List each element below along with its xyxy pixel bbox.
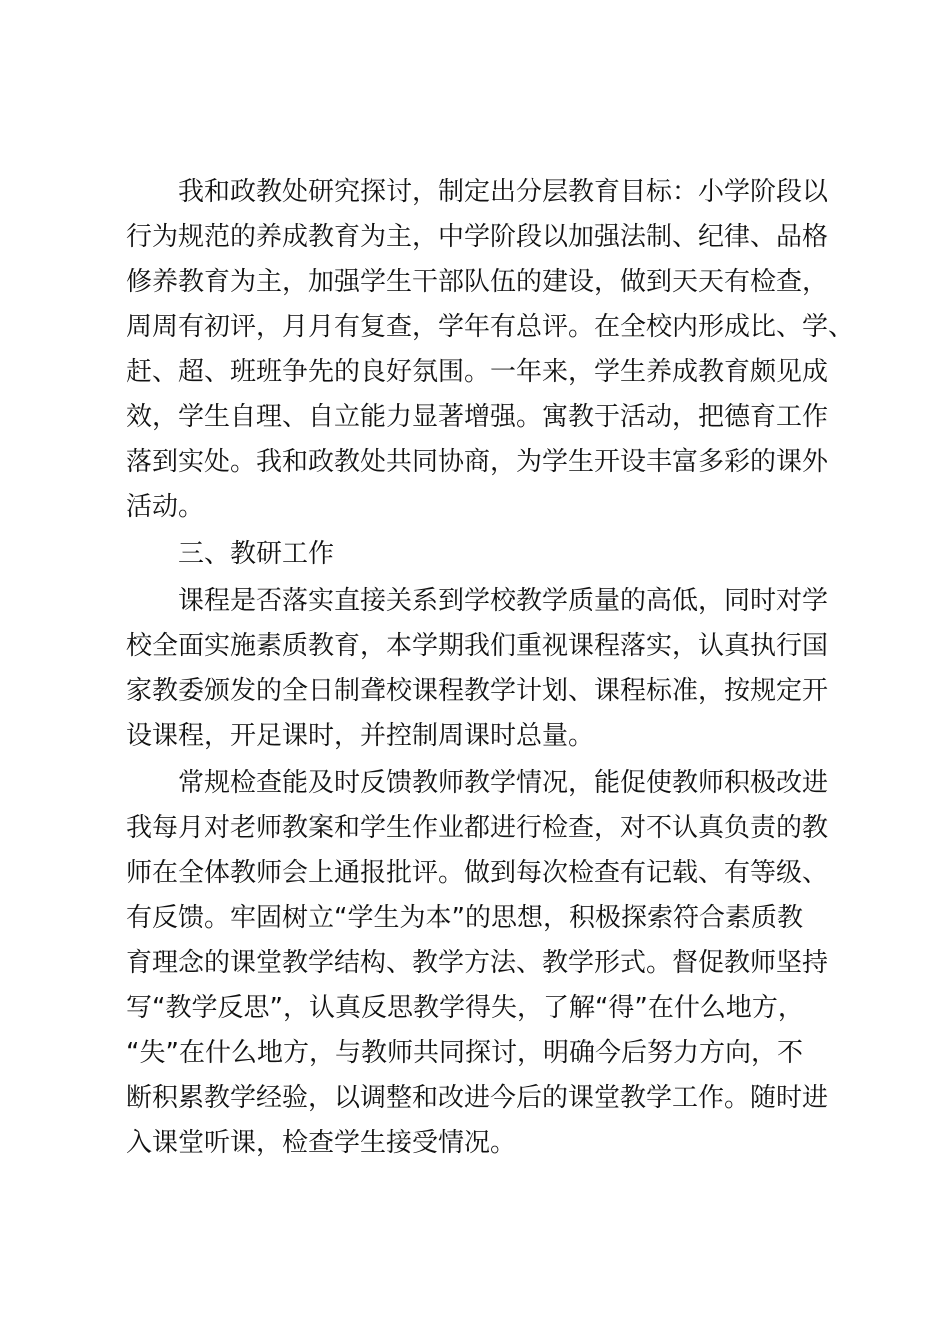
text-line: 家教委颁发的全日制聋校课程教学计划、课程标准，按规定开 (126, 676, 829, 706)
paragraph-routine-inspection (126, 761, 846, 1166)
text-line: 行为规范的养成教育为主，中学阶段以加强法制、纪律、品格 (126, 222, 829, 252)
document-body (126, 170, 855, 1166)
text-line: “失”在什么地方，与教师共同探讨，明确今后努力方向，不 (126, 1038, 803, 1068)
text-line: 常规检查能及时反馈教师教学情况，能促使教师积极改进 (178, 768, 829, 798)
text-line: 我每月对老师教案和学生作业都进行检查，对不认真负责的教 (126, 813, 829, 843)
text-line: 活动。 (126, 492, 205, 522)
text-line: 课程是否落实直接关系到学校教学质量的高低，同时对学 (178, 586, 829, 616)
section-heading: 三、教研工作 (178, 539, 335, 569)
paragraph-moral-education (126, 170, 855, 530)
text-line: 周周有初评，月月有复查，学年有总评。在全校内形成比、学、 (126, 312, 855, 342)
text-line: 赶、超、班班争先的良好氛围。一年来，学生养成教育颇见成 (126, 357, 829, 387)
text-line: 写“教学反思”，认真反思教学得失，了解“得”在什么地方， (126, 993, 804, 1023)
text-line: 入课堂听课，检查学生接受情况。 (126, 1128, 517, 1158)
text-line: 有反馈。牢固树立“学生为本”的思想，积极探索符合素质教 (126, 903, 803, 933)
text-line: 效，学生自理、自立能力显著增强。寓教于活动，把德育工作 (126, 402, 829, 432)
text-line: 修养教育为主，加强学生干部队伍的建设，做到天天有检查， (126, 267, 829, 297)
text-line: 我和政教处研究探讨，制定出分层教育目标：小学阶段以 (178, 177, 829, 207)
text-line: 师在全体教师会上通报批评。做到每次检查有记载、有等级、 (126, 858, 829, 888)
text-line: 断积累教学经验，以调整和改进今后的课堂教学工作。随时进 (126, 1083, 829, 1113)
text-line: 设课程，开足课时，并控制周课时总量。 (126, 721, 595, 751)
paragraph-curriculum (126, 579, 846, 759)
text-line: 落到实处。我和政教处共同协商，为学生开设丰富多彩的课外 (126, 447, 829, 477)
text-line: 校全面实施素质教育，本学期我们重视课程落实，认真执行国 (126, 631, 829, 661)
text-line: 育理念的课堂教学结构、教学方法、教学形式。督促教师坚持 (126, 948, 829, 978)
